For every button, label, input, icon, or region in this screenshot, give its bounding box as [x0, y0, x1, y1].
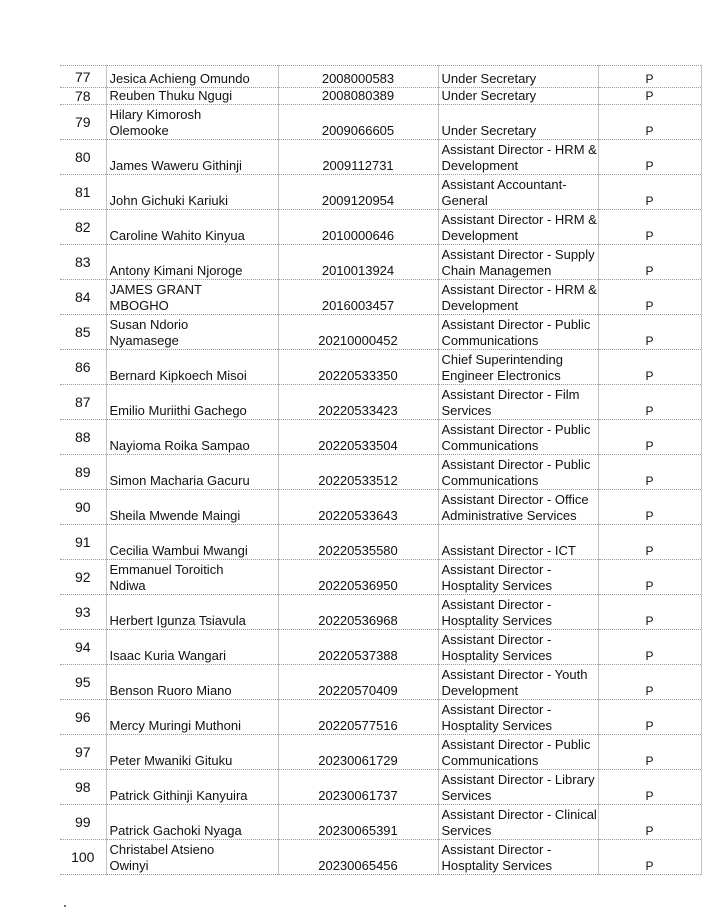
staff-name: [106, 280, 278, 315]
designation: [438, 315, 598, 350]
staff-name-line: Patrick Githinji Kanyuira: [109, 788, 248, 803]
staff-name: [106, 420, 278, 455]
staff-name: [106, 175, 278, 210]
row-number: 79: [60, 105, 106, 140]
designation-line: Communications: [441, 438, 539, 453]
staff-name-line: Patrick Gachoki Nyaga: [109, 823, 242, 838]
personal-number: 20220533504: [278, 420, 438, 455]
table-row: [60, 490, 701, 525]
personal-number: 20220536968: [278, 595, 438, 630]
row-number: 84: [60, 280, 106, 315]
designation-line: Assistant Director - Public: [441, 457, 591, 472]
status-mark: P: [598, 700, 701, 735]
designation-line: Assistant Director - ICT: [441, 543, 576, 558]
designation-line: Services: [441, 788, 492, 803]
designation-line: Assistant Director - Public: [441, 317, 591, 332]
status-mark: P: [598, 420, 701, 455]
designation-line: Assistant Director -: [441, 597, 552, 612]
designation: [438, 350, 598, 385]
staff-name-line: John Gichuki Kariuki: [109, 193, 228, 208]
row-number: 96: [60, 700, 106, 735]
designation-line: Chain Managemen: [441, 263, 552, 278]
designation-line: Assistant Director - Supply: [441, 247, 595, 262]
table-row: [60, 385, 701, 420]
table-row: [60, 88, 701, 105]
designation-line: Assistant Director - Film: [441, 387, 580, 402]
staff-name-line: MBOGHO: [109, 298, 169, 313]
row-number: 94: [60, 630, 106, 665]
status-mark: P: [598, 805, 701, 840]
staff-name-line: Caroline Wahito Kinyua: [109, 228, 245, 243]
row-number: 91: [60, 525, 106, 560]
table-row: [60, 280, 701, 315]
row-number: 100: [60, 840, 106, 875]
designation: [438, 770, 598, 805]
designation: [438, 175, 598, 210]
staff-name-line: Ndiwa: [109, 578, 146, 593]
staff-name-line: Susan Ndorio: [109, 317, 189, 332]
staff-name-line: Nyamasege: [109, 333, 179, 348]
row-number: 95: [60, 665, 106, 700]
status-mark: P: [598, 105, 701, 140]
personal-number: 2008080389: [278, 88, 438, 105]
personal-number: 20220536950: [278, 560, 438, 595]
table-row: [60, 630, 701, 665]
designation: [438, 66, 598, 88]
personal-number: 20220537388: [278, 630, 438, 665]
table-row: [60, 805, 701, 840]
table-row: [60, 420, 701, 455]
table-row: [60, 350, 701, 385]
designation: [438, 280, 598, 315]
staff-name-line: James Waweru Githinji: [109, 158, 242, 173]
staff-name: [106, 245, 278, 280]
staff-name: [106, 105, 278, 140]
personal-number: 20220570409: [278, 665, 438, 700]
designation-line: Services: [441, 403, 492, 418]
designation: [438, 88, 598, 105]
table-row: [60, 175, 701, 210]
staff-name: [106, 630, 278, 665]
designation: [438, 630, 598, 665]
designation-line: Communications: [441, 753, 539, 768]
designation-line: Assistant Accountant-: [441, 177, 567, 192]
status-mark: P: [598, 350, 701, 385]
staff-name-line: Sheila Mwende Maingi: [109, 508, 241, 523]
table-row: [60, 245, 701, 280]
designation: [438, 525, 598, 560]
top-margin: [60, 0, 700, 58]
staff-name-line: Simon Macharia Gacuru: [109, 473, 250, 488]
designation-line: Under Secretary: [441, 123, 537, 138]
personal-number: 2016003457: [278, 280, 438, 315]
table-row: [60, 315, 701, 350]
designation-line: Development: [441, 683, 519, 698]
personal-number: 20220577516: [278, 700, 438, 735]
designation-line: Assistant Director - Clinical: [441, 807, 597, 822]
personal-number: 20220533423: [278, 385, 438, 420]
row-number: 89: [60, 455, 106, 490]
designation-line: Administrative Services: [441, 508, 577, 523]
staff-name-line: Isaac Kuria Wangari: [109, 648, 227, 663]
table-row: [60, 105, 701, 140]
personal-number: 2008000583: [278, 66, 438, 88]
status-mark: P: [598, 175, 701, 210]
designation: [438, 140, 598, 175]
personal-number: 20220533350: [278, 350, 438, 385]
designation-line: Hosptality Services: [441, 718, 553, 733]
status-mark: P: [598, 315, 701, 350]
designation: [438, 210, 598, 245]
table-row: [60, 560, 701, 595]
row-number: 90: [60, 490, 106, 525]
table-row: [60, 770, 701, 805]
designation: [438, 665, 598, 700]
personal-number: 2009112731: [278, 140, 438, 175]
status-mark: P: [598, 525, 701, 560]
status-mark: P: [598, 455, 701, 490]
staff-name-line: Olemooke: [109, 123, 169, 138]
row-number: 87: [60, 385, 106, 420]
staff-name: [106, 525, 278, 560]
staff-name-line: Nayioma Roika Sampao: [109, 438, 250, 453]
row-number: 98: [60, 770, 106, 805]
row-number: 86: [60, 350, 106, 385]
status-mark: P: [598, 770, 701, 805]
staff-name: [106, 455, 278, 490]
staff-name: [106, 805, 278, 840]
status-mark: P: [598, 630, 701, 665]
staff-name: [106, 210, 278, 245]
designation: [438, 105, 598, 140]
designation-line: Hosptality Services: [441, 578, 553, 593]
staff-name-line: Emmanuel Toroitich: [109, 562, 224, 577]
row-number: 83: [60, 245, 106, 280]
personal-number: 20230061737: [278, 770, 438, 805]
designation-line: Under Secretary: [441, 71, 537, 86]
designation-line: Hosptality Services: [441, 858, 553, 873]
status-mark: P: [598, 840, 701, 875]
staff-name: [106, 385, 278, 420]
personal-number: 2009066605: [278, 105, 438, 140]
staff-name-line: Benson Ruoro Miano: [109, 683, 232, 698]
designation-line: Hosptality Services: [441, 648, 553, 663]
designation: [438, 595, 598, 630]
designation: [438, 735, 598, 770]
designation: [438, 700, 598, 735]
designation-line: Assistant Director - HRM &: [441, 142, 597, 157]
row-number: 80: [60, 140, 106, 175]
status-mark: P: [598, 66, 701, 88]
status-mark: P: [598, 210, 701, 245]
designation: [438, 560, 598, 595]
designation: [438, 455, 598, 490]
personal-number: 20220533643: [278, 490, 438, 525]
status-mark: P: [598, 385, 701, 420]
designation-line: Communications: [441, 473, 539, 488]
staff-name-line: Christabel Atsieno: [109, 842, 215, 857]
status-mark: P: [598, 735, 701, 770]
staff-name: [106, 315, 278, 350]
personal-number: 2010000646: [278, 210, 438, 245]
status-mark: P: [598, 280, 701, 315]
designation-line: Assistant Director - Public: [441, 422, 591, 437]
designation-line: Assistant Director -: [441, 842, 552, 857]
designation: [438, 385, 598, 420]
personal-number: 20220533512: [278, 455, 438, 490]
staff-name-line: JAMES GRANT: [109, 282, 202, 297]
staff-name: [106, 66, 278, 88]
staff-name: [106, 665, 278, 700]
row-number: 92: [60, 560, 106, 595]
staff-name: [106, 735, 278, 770]
scan-speck: [64, 905, 66, 907]
designation-line: Assistant Director - Office: [441, 492, 589, 507]
row-number: 93: [60, 595, 106, 630]
staff-name: [106, 140, 278, 175]
status-mark: P: [598, 140, 701, 175]
designation-line: Engineer Electronics: [441, 368, 561, 383]
personal-number: 2010013924: [278, 245, 438, 280]
table-row: [60, 595, 701, 630]
staff-name-line: Reuben Thuku Ngugi: [109, 88, 233, 103]
personal-number: 20230065456: [278, 840, 438, 875]
status-mark: P: [598, 560, 701, 595]
personal-number: 20230061729: [278, 735, 438, 770]
staff-name: [106, 770, 278, 805]
staff-name: [106, 840, 278, 875]
staff-name-line: Cecilia Wambui Mwangi: [109, 543, 248, 558]
staff-name: [106, 700, 278, 735]
designation-line: Development: [441, 298, 519, 313]
designation-line: Assistant Director -: [441, 632, 552, 647]
staff-name-line: Emilio Muriithi Gachego: [109, 403, 247, 418]
designation-line: General: [441, 193, 488, 208]
designation-line: Assistant Director - Library: [441, 772, 595, 787]
staff-name: [106, 490, 278, 525]
staff-name-line: Owinyi: [109, 858, 149, 873]
row-number: 97: [60, 735, 106, 770]
personal-number: 2009120954: [278, 175, 438, 210]
designation-line: Development: [441, 158, 519, 173]
staff-name: [106, 350, 278, 385]
table-row: [60, 840, 701, 875]
designation: [438, 420, 598, 455]
staff-name: [106, 595, 278, 630]
staff-name-line: Bernard Kipkoech Misoi: [109, 368, 247, 383]
staff-name-line: Mercy Muringi Muthoni: [109, 718, 241, 733]
row-number: 77: [60, 66, 106, 88]
row-number: 99: [60, 805, 106, 840]
personal-number: 20230065391: [278, 805, 438, 840]
staff-name-line: Herbert Igunza Tsiavula: [109, 613, 246, 628]
staff-name: [106, 88, 278, 105]
row-number: 82: [60, 210, 106, 245]
designation-line: Hosptality Services: [441, 613, 553, 628]
table-row: [60, 665, 701, 700]
designation: [438, 840, 598, 875]
table-row: [60, 66, 701, 88]
table-row: [60, 455, 701, 490]
staff-name-line: Hilary Kimorosh: [109, 107, 202, 122]
row-number: 88: [60, 420, 106, 455]
staff-name-line: Peter Mwaniki Gituku: [109, 753, 233, 768]
designation: [438, 805, 598, 840]
row-number: 81: [60, 175, 106, 210]
designation-line: Assistant Director - Public: [441, 737, 591, 752]
designation-line: Services: [441, 823, 492, 838]
designation-line: Chief Superintending: [441, 352, 563, 367]
status-mark: P: [598, 245, 701, 280]
designation-line: Communications: [441, 333, 539, 348]
staff-table-body: [60, 66, 701, 875]
staff-name-line: Jesica Achieng Omundo: [109, 71, 250, 86]
staff-name-line: Antony Kimani Njoroge: [109, 263, 243, 278]
staff-name: [106, 560, 278, 595]
table-row: [60, 210, 701, 245]
designation-line: Assistant Director -: [441, 562, 552, 577]
designation-line: Development: [441, 228, 519, 243]
row-number: 85: [60, 315, 106, 350]
row-number: 78: [60, 88, 106, 105]
table-row: [60, 700, 701, 735]
table-row: [60, 735, 701, 770]
designation: [438, 490, 598, 525]
personal-number: 20210000452: [278, 315, 438, 350]
status-mark: P: [598, 490, 701, 525]
status-mark: P: [598, 595, 701, 630]
designation-line: Assistant Director - HRM &: [441, 212, 597, 227]
status-mark: P: [598, 665, 701, 700]
designation-line: Assistant Director - HRM &: [441, 282, 597, 297]
table-row: [60, 525, 701, 560]
designation-line: Under Secretary: [441, 88, 537, 103]
designation-line: Assistant Director -: [441, 702, 552, 717]
status-mark: P: [598, 88, 701, 105]
designation: [438, 245, 598, 280]
table-row: [60, 140, 701, 175]
personal-number: 20220535580: [278, 525, 438, 560]
designation-line: Assistant Director - Youth: [441, 667, 588, 682]
staff-table: [60, 65, 702, 875]
